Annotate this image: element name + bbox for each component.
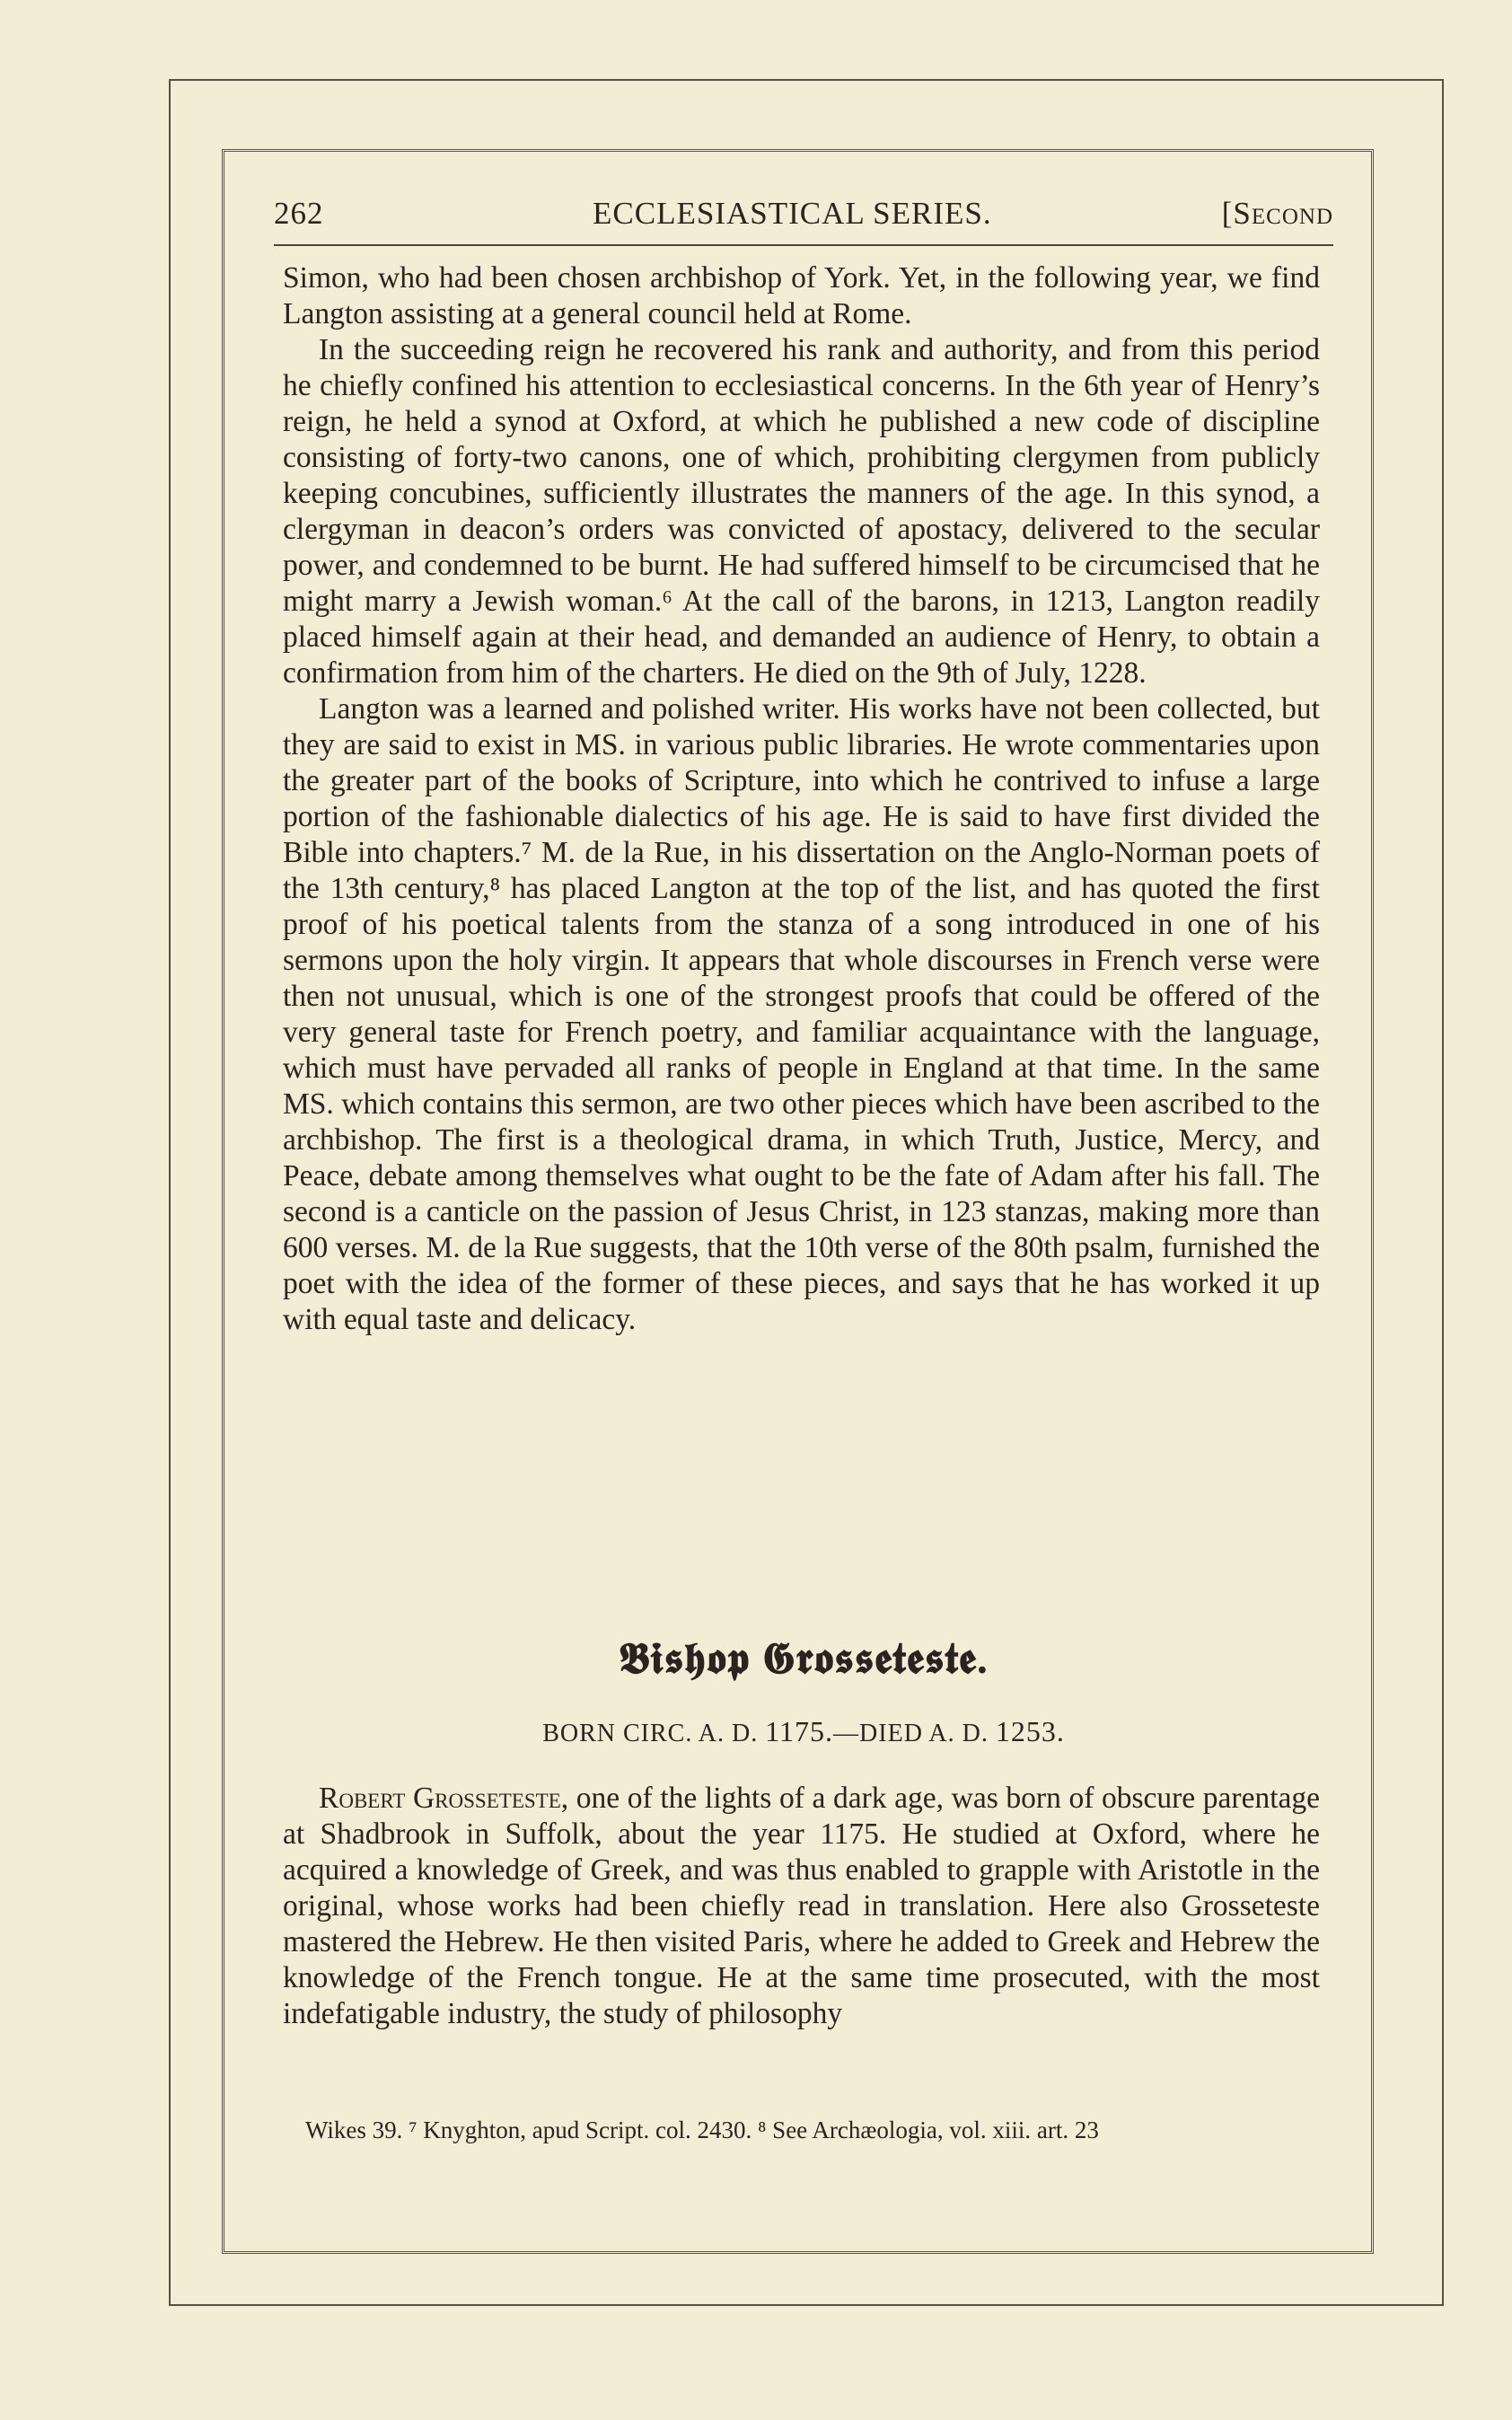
died-year: 1253. xyxy=(995,1715,1065,1747)
paragraph xyxy=(283,1781,1320,2032)
section-tag: [Second xyxy=(1221,196,1333,231)
chapter-dates xyxy=(274,1715,1333,1748)
running-header xyxy=(274,196,1333,241)
page-number: 262 xyxy=(274,196,324,231)
born-year: 1175. xyxy=(765,1715,834,1747)
paragraph-text: one of the lights of a dark age, was born of obscure parentage at Shadbrook in Suffolk, about the year 1175. He studied at Oxford, where he acquired a knowledge of Greek, and was thus enabled to grapple with Aristotle in the original, whose works had been chiefly read in translation. Here also Grosseteste mastered the Hebrew. He then visited Paris, where he added to Greek and Hebrew the knowledge of the French tongue. He at the same time prosecuted, with the most indefatigable industry, the study of philosophy xyxy=(283,1782,1320,2030)
paragraph: Langton was a learned and polished writer. His works have not been collected, but they are said to exist in MS. in various public libraries. He wrote commentaries upon the greater part of the books of Scripture, into which he contrived to infuse a large portion of the fashionable dialectics of his age. He is said to have first divided the Bible into chapters.⁷ M. de la Rue, in his dissertation on the Anglo-Norman poets of the 13th century,⁸ has placed Langton at the top of the list, and has quoted the first proof of his poetical talents from the stanza of a song introduced in one of his sermons upon the holy virgin. It appears that whole discourses in French verse were then not unusual, which is one of the strongest proofs that could be offered of the very general taste for French poetry, and familiar acquaintance with the language, which must have pervaded all ranks of people in England at that time. In the same MS. which contains this sermon, are two other pieces which have been ascribed to the archbishop. The first is a theological drama, in which Truth, Justice, Mercy, and Peace, debate among themselves what ought to be the fate of Adam after his fall. The second is a canticle on the passion of Jesus Christ, in 123 stanzas, making more than 600 verses. M. de la Rue suggests, that the 10th verse of the 80th psalm, furnished the poet with the idea of the former of these pieces, and says that he has worked it up with equal taste and delicacy. xyxy=(283,692,1320,1336)
paragraph-lead: Robert Grosseteste, xyxy=(319,1782,569,1815)
dates-middle: —DIED A. D. xyxy=(833,1720,989,1747)
running-title: ECCLESIASTICAL SERIES. xyxy=(593,196,992,231)
header-rule xyxy=(274,244,1333,246)
chapter-title: 𝕭𝖎𝖘𝖍𝖔𝖕 𝕲𝖗𝖔𝖘𝖘𝖊𝖙𝖊𝖘𝖙𝖊. xyxy=(619,1635,989,1683)
body-text-section-1 xyxy=(283,260,1320,1338)
body-text-section-2 xyxy=(283,1781,1320,2032)
dates-prefix: BORN CIRC. A. D. xyxy=(542,1720,759,1747)
paragraph: In the succeeding reign he recovered his rank and authority, and from this period he chiefly confined his attention to ecclesiastical concerns. In the 6th year of Henry’s reign, he held a synod at Oxford, at which he published a new code of discipline consisting of forty-two canons, one of which, prohibiting clergymen from publicly keeping concubines, sufficiently illustrates the manners of the age. In this synod, a clergyman in deacon’s orders was convicted of apostacy, delivered to the secular power, and condemned to be burnt. He had suffered himself to be circumcised that he might marry a Jewish woman.⁶ At the call of the barons, in 1213, Langton readily placed himself again at their head, and demanded an audience of Henry, to obtain a confirmation from him of the charters. He died on the 9th of July, 1228. xyxy=(283,333,1320,690)
footnotes: Wikes 39. ⁷ Knyghton, apud Script. col. 2430. ⁸ See Archæologia, vol. xiii. art. 23 xyxy=(305,2116,1099,2143)
paragraph: Simon, who had been chosen archbishop of York. Yet, in the following year, we find Langton assisting at a general council held at Rome. xyxy=(283,261,1320,330)
